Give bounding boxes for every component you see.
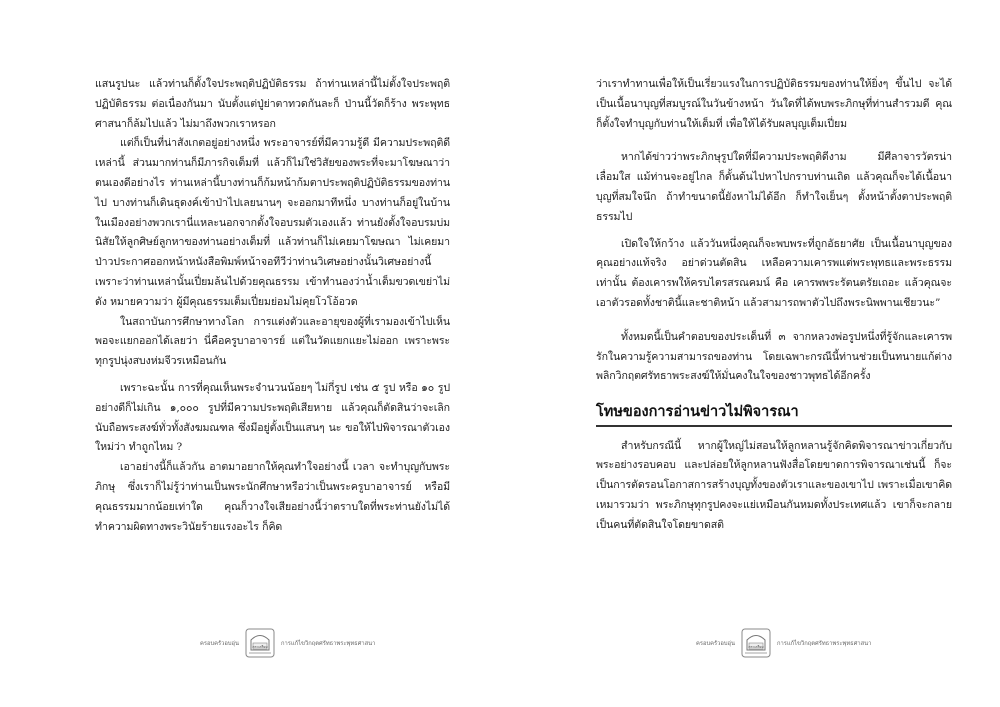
left-text-column — [95, 75, 450, 537]
page-footer — [696, 628, 871, 658]
book-emblem-icon — [741, 628, 771, 658]
footer-book-title: ครอบครัวอบอุ่น — [696, 641, 736, 647]
body-paragraph: สำหรับกรณีนี้ หากผู้ใหญ่ไม่สอนให้ลูกหลานรู้จักคิดพิจารณาข่าวเกี่ยวกับพระอย่างรอบคอบ และปล่อยให้ลูกหลานฟังสื่อโดยขาดการพิจารณาเช่นนี้ ก็จะเป็นการตัดรอนโอกาสการสร้างบุญทั้งของตัวเราและของเขาไป เพราะเมื่อเขาคิดเหมารวมว่า พระภิกษุทุกรูปคงจะแย่เหมือนกันหมดทั้งประเทศแล้ว เขาก็จะกลายเป็นคนที่ตัดสินใจโดยขาดสติ — [596, 439, 952, 531]
book-emblem-icon — [245, 628, 275, 658]
footer-subtitle: การแก้ไขวิกฤตศรัทธาพระพุทธศาสนา — [777, 641, 872, 647]
body-paragraph: เปิดใจให้กว้าง แล้ววันหนึ่งคุณก็จะพบพระที่ถูกอัธยาศัย เป็นเนื้อนาบุญของคุณอย่างแท้จริง อย่าด่วนตัดสิน เหลือความเคารพแต่พระพุทธและพระธรรมเท่านั้น ต้องเคารพให้ครบไตรสรณคมน์ คือ เคารพพระรัตนตรัยเถอะ แล้วคุณจะเอาตัวรอดทั้งชาตินี้และชาติหน้า แล้วสามารถพาตัวไปถึงพระนิพพานเชียวนะ” — [596, 237, 952, 309]
body-paragraph: ว่าเราทำทานเพื่อให้เป็นเรี่ยวแรงในการปฏิบัติธรรมของท่านให้ยิ่งๆ ขึ้นไป จะได้เป็นเนื้อนาบุญที่สมบูรณ์ในวันข้างหน้า วันใดที่ได้พบพระภิกษุที่ท่านสำรวมดี คุณก็ตั้งใจทำบุญกับท่านให้เต็มที่ เพื่อให้ได้รับผลบุญเต็มเปี่ยม — [596, 78, 952, 130]
body-paragraph: แต่ก็เป็นที่น่าสังเกตอยู่อย่างหนึ่ง พระอาจารย์ที่มีความรู้ดี มีความประพฤติดีเหล่านี้ ส่วนมากท่านก็มีภารกิจเต็มที่ แล้วก็ไม่ใช่วิสัยของพระที่จะมาโฆษณาว่าตนเองดีอย่างไร ท่านเหล่านี้บางท่านก็ก้มหน้าก้มตาประพฤติปฏิบัติธรรมของท่านไป บางท่านก็เดินธุดงค์เข้าป่าไปเลยนานๆ จะออกมาทีหนึ่ง บางท่านก็อยู่ในบ้านในเมืองอย่างพวกเรานี่แหละนอกจากตั้งใจอบรมตัวเองแล้ว ท่านยังตั้งใจอบรมบ่มนิสัยให้ลูกศิษย์ลูกหาของท่านอย่างเต็มที่ แล้วท่านก็ไม่เคยมาโฆษณา ไม่เคยมาป่าวประกาศออกหน้าหนังสือพิมพ์หน้าจอทีวีว่าท่านวิเศษอย่างนั้นวิเศษอย่างนี้ เพราะว่าท่านเหล่านั้นเปี่ยมล้นไปด้วยคุณธรรม เข้าทำนองว่าน้ำเต็มขวดเขย่าไม่ดัง หมายความว่า ผู้มีคุณธรรมเต็มเปี่ยมย่อมไม่คุยโวโอ้อวด — [95, 137, 450, 308]
page-footer — [200, 628, 375, 658]
body-paragraph: เพราะฉะนั้น การที่คุณเห็นพระจำนวนน้อยๆ ไม่กี่รูป เช่น ๕ รูป หรือ ๑๐ รูป อย่างดีก็ไม่เกิน ๑,๐๐๐ รูปที่มีความประพฤติเสียหาย แล้วคุณก็ตัดสินว่าจะเลิกนับถือพระสงฆ์ทั่วทั้งสังฆมณฑล ซึ่งมีอยู่ตั้งเป็นแสนๆ นะ ขอให้ไปพิจารณาตัวเองใหม่ว่า ทำถูกไหม ? — [95, 381, 450, 454]
right-text-column — [596, 75, 952, 536]
section-heading: โทษของการอ่านข่าวไม่พิจารณา — [596, 404, 799, 421]
heading-underline — [596, 425, 952, 427]
right-page — [500, 0, 1000, 707]
emblem-text: ตระเตรียม — [252, 644, 268, 649]
footer-book-title: ครอบครัวอบอุ่น — [200, 641, 240, 647]
body-paragraph: หากได้ข่าวว่าพระภิกษุรูปใดที่มีความประพฤติดีงาม มีศีลาจารวัตรน่าเลื่อมใส แม้ท่านจะอยู่ไกล ก็ดั้นด้นไปหาไปกราบท่านเถิด แล้วคุณก็จะได้เนื้อนาบุญที่สมใจนึก ถ้าทำขนาดนี้ยังหาไม่ได้อีก ก็ทำใจเย็นๆ ตั้งหน้าตั้งตาประพฤติธรรมไป — [596, 151, 952, 223]
body-paragraph: เอาอย่างนี้ก็แล้วกัน อาตมาอยากให้คุณทำใจอย่างนี้ เวลา จะทำบุญกับพระภิกษุ ซึ่งเราก็ไม่รู้ว่าท่านเป็นพระนักศึกษาหรือว่าเป็นพระครูบาอาจารย์ หรือมีคุณธรรมมากน้อยเท่าใด คุณก็วางใจเสียอย่างนี้ว่าตราบใดที่พระท่านยังไม่ได้ทำความผิดทางพระวินัยร้ายแรงอะไร ก็คิด — [95, 461, 450, 533]
body-paragraph: ในสถาบันการศึกษาทางโลก การแต่งตัวและอายุของผู้ที่เรามองเข้าไปเห็น พอจะแยกออกได้เลยว่า นี่คือครูบาอาจารย์ แต่ในวัดแยกแยะไม่ออก เพราะพระทุกรูปนุ่งสบงห่มจีวรเหมือนกัน — [95, 315, 450, 368]
body-paragraph: ทั้งหมดนี้เป็นคำตอบของประเด็นที่ ๓ จากหลวงพ่อรูปหนึ่งที่รู้จักและเคารพรักในความรู้ความสามารถของท่าน โดยเฉพาะกรณีนี้ท่านช่วยเป็นทนายแก้ต่างพลิกวิกฤตศรัทธาพระสงฆ์ให้มั่นคงในใจของชาวพุทธได้อีกครั้ง — [596, 330, 952, 383]
emblem-text: ตระเตรียม — [748, 644, 764, 649]
footer-subtitle: การแก้ไขวิกฤตศรัทธาพระพุทธศาสนา — [281, 641, 376, 647]
body-paragraph: แสนรูปนะ แล้วท่านก็ตั้งใจประพฤติปฏิบัติธรรม ถ้าท่านเหล่านี้ไม่ตั้งใจประพฤติปฏิบัติธรรม ต่อเนื่องกันมา นับตั้งแต่ปู่ย่าตาทวดกันละก็ ป่านนี้วัดก็ร้าง พระพุทธศาสนาก็ล้มไปแล้ว ไม่มาถึงพวกเราหรอก — [95, 78, 450, 130]
